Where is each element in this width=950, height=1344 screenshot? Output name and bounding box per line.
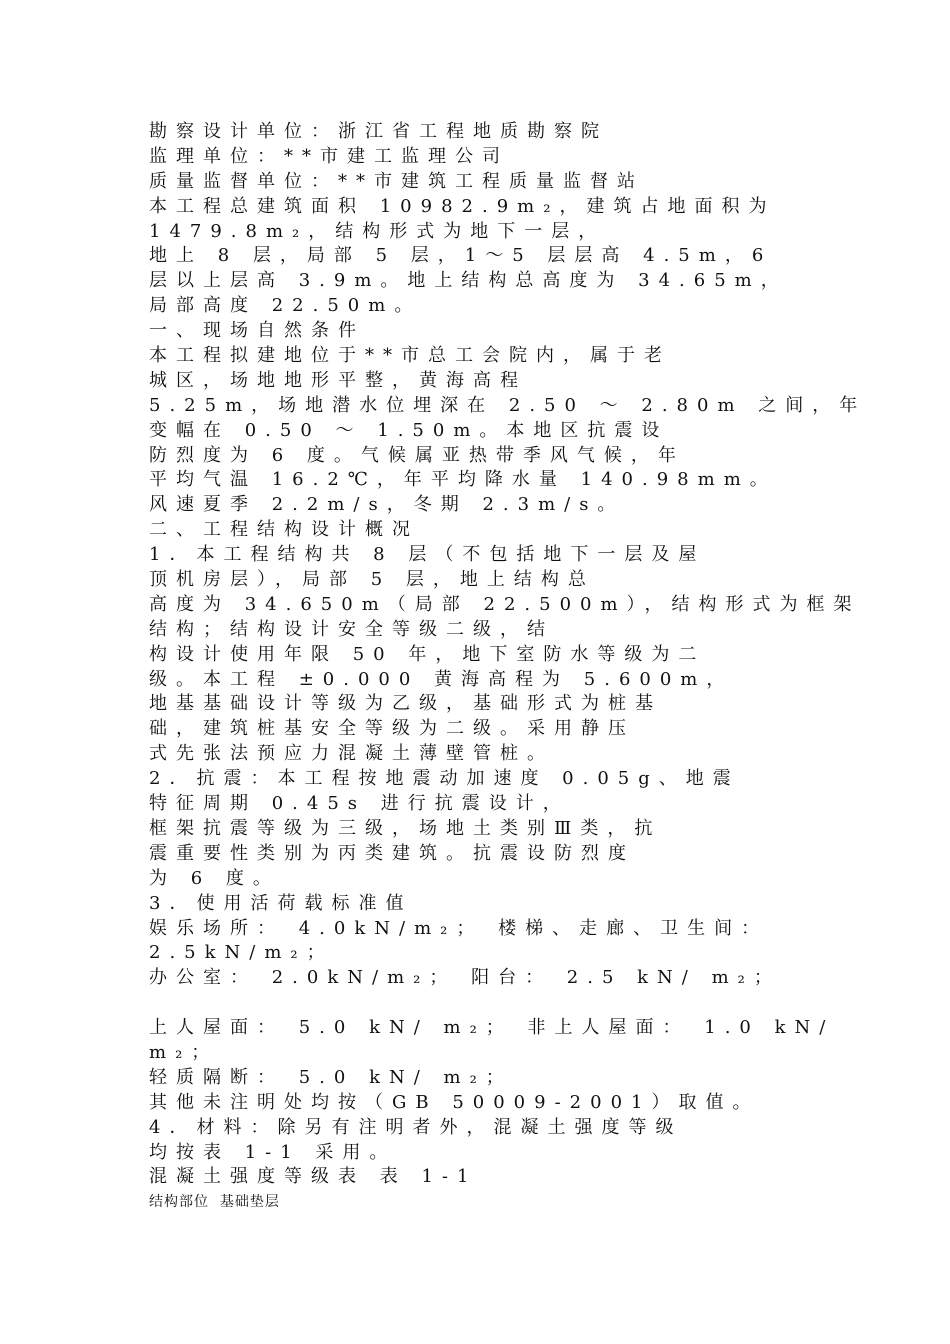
text-line: 局部高度 22.50m。 (149, 295, 422, 317)
text-line: 式先张法预应力混凝土薄壁管桩。 (149, 743, 554, 765)
text-line: 其他未注明处均按（GB 50009-2001）取值。 (149, 1091, 760, 1113)
text-line: 变幅在 0.50 ～ 1.50m。本地区抗震设 (149, 419, 669, 441)
text-line: 顶机房层），局部 5 层，地上结构总 (149, 569, 595, 591)
text-line-quality-supervision: 质量监督单位：**市建筑工程质量监督站 (149, 170, 644, 192)
text-line: 1479.8m₂，结构形式为地下一层， (149, 220, 606, 242)
text-line: 2.5kN/m₂； (149, 942, 334, 964)
document-body (149, 120, 867, 1215)
text-line-survey-unit: 勘察设计单位：浙江省工程地质勘察院 (149, 121, 608, 142)
text-line: 城区，场地地形平整，黄海高程 (149, 369, 527, 391)
text-line: 本工程拟建地位于**市总工会院内，属于老 (149, 345, 671, 367)
text-line: 构设计使用年限 50 年，地下室防水等级为二 (149, 643, 706, 665)
text-line: 风速夏季 2.2m/s，冬期 2.3m/s。 (149, 494, 625, 516)
text-line: 高度为 34.650m（局部 22.500m），结构形式为框架 (149, 593, 861, 615)
text-line: 结构；结构设计安全等级二级，结 (149, 618, 554, 640)
table-caption: 混凝土强度等级表 表 1-1 (149, 1166, 478, 1188)
text-line: 地上 8 层，局部 5 层，1～5 层层高 4.5m，6 (149, 245, 773, 267)
text-line: 4．材料：除另有注明者外，混凝土强度等级 (149, 1116, 683, 1138)
text-line: 均按表 1-1 采用。 (149, 1141, 397, 1163)
text-line: 为 6 度。 (149, 867, 280, 889)
subsection-heading-live-load: 3．使用活荷载标准值 (149, 892, 413, 914)
text-line: 防烈度为 6 度。气候属亚热带季风气候，年 (149, 444, 685, 466)
blank-line (149, 991, 809, 1016)
text-line: 2．抗震：本工程按地震动加速度 0.05g、地震 (149, 768, 740, 790)
section-heading-structure-design: 二、工程结构设计概况 (149, 519, 419, 541)
text-line: 特征周期 0.45s 进行抗震设计， (149, 793, 570, 815)
text-line: m₂； (149, 1041, 219, 1063)
text-line: 办公室： 2.0kN/m₂； 阳台： 2.5 kN/ m₂； (149, 967, 781, 989)
text-line: 地基基础设计等级为乙级，基础形式为桩基 (149, 693, 662, 715)
text-line: 轻质隔断： 5.0 kN/ m₂； (149, 1066, 513, 1088)
text-line: 1．本工程结构共 8 层（不包括地下一层及屋 (149, 544, 706, 566)
text-line-supervision-unit: 监理单位：**市建工监理公司 (149, 145, 509, 167)
text-line: 层以上层高 3.9m。地上结构总高度为 34.65m， (149, 270, 788, 292)
text-line: 震重要性类别为丙类建筑。抗震设防烈度 (149, 842, 635, 864)
section-heading-site-conditions: 一、现场自然条件 (149, 320, 365, 342)
text-line: 础，建筑桩基安全等级为二级。采用静压 (149, 718, 635, 740)
text-line: 本工程总建筑面积 10982.9m₂，建筑占地面积为 (149, 195, 776, 217)
table-header-row: 结构部位 基础垫层 (149, 1194, 280, 1211)
text-line: 框架抗震等级为三级，场地土类别Ⅲ类，抗 (149, 817, 662, 839)
text-line: 5.25m，场地潜水位埋深在 2.50 ～ 2.80m 之间，年 (149, 394, 867, 416)
text-line: 上人屋面： 5.0 kN/ m₂； 非上人屋面： 1.0 kN/ (149, 1017, 835, 1039)
text-line: 娱乐场所： 4.0kN/m₂； 楼梯、走廊、卫生间： (149, 917, 769, 939)
text-line: 级。本工程 ±0.000 黄海高程为 5.600m， (149, 668, 734, 690)
text-line: 平均气温 16.2℃，年平均降水量 140.98mm。 (149, 469, 777, 491)
